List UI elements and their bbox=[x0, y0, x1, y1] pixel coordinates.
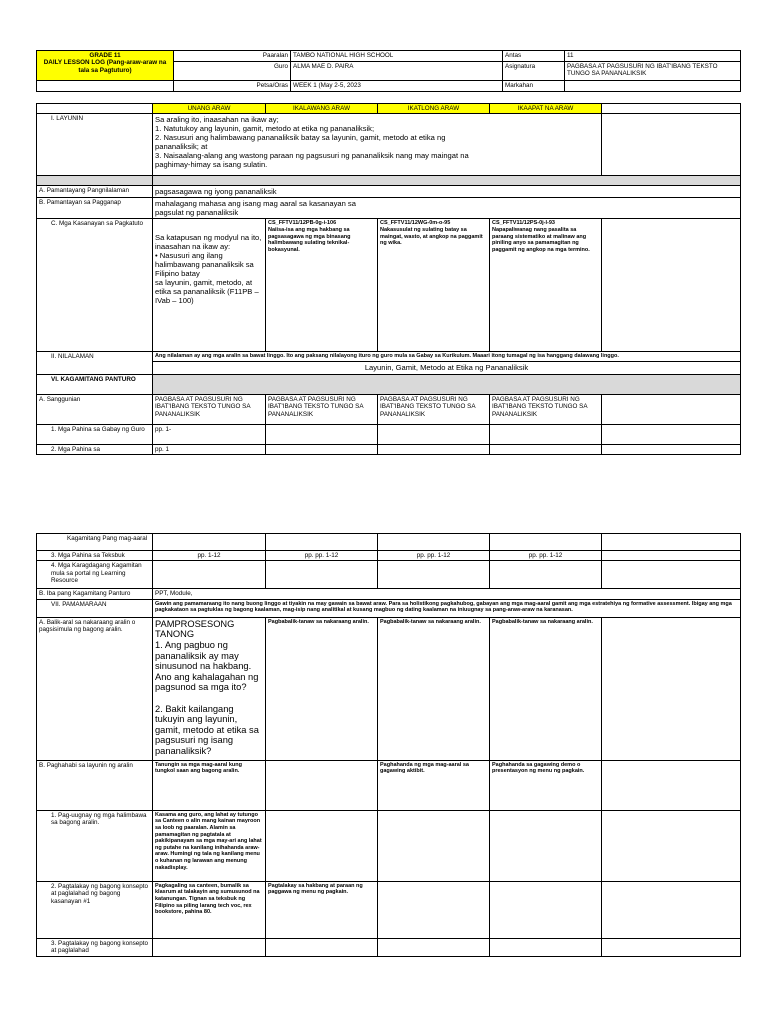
teksbuk-day-2: pp. pp. 1-12 bbox=[266, 551, 378, 561]
pagtalakay-2-day-2 bbox=[266, 938, 378, 956]
header-blank-cell bbox=[37, 80, 174, 91]
kagamitang-aaral-day-1: pp. 1 bbox=[153, 445, 266, 455]
pag-uugnay-day-3 bbox=[378, 810, 490, 881]
day-header-1: UNANG ARAW bbox=[153, 104, 266, 114]
day-header-3: IKATLONG ARAW bbox=[378, 104, 490, 114]
gray-spacer-bar bbox=[153, 176, 741, 186]
gabay-day-4 bbox=[490, 425, 602, 445]
teksbuk-label: 3. Mga Pahina sa Teksbuk bbox=[37, 551, 153, 561]
sanggunian-day-2: PAGBASA AT PAGSUSURI NG IBAT'IBANG TEKSTO TUNGO SA PANANALIKSIK bbox=[266, 395, 378, 425]
markahan-value bbox=[565, 80, 741, 91]
kasanayan-blank bbox=[602, 219, 741, 352]
gray-spacer-label bbox=[37, 176, 153, 186]
nilalaman-note: Ang nilalaman ay ang mga aralin sa bawat linggo. Ito ang paksang nilalayong ituro ng guro mula sa Gabay sa Kurikulum. Maaari itong tumagal ng isa hanggang dalawang linggo. bbox=[153, 352, 741, 362]
karagdagang-day-2 bbox=[266, 561, 378, 589]
gabay-label: 1. Mga Pahina sa Gabay ng Guro bbox=[37, 425, 153, 445]
lesson-table-page-1 bbox=[36, 103, 741, 455]
karagdagang-blank bbox=[602, 561, 741, 589]
sanggunian-blank bbox=[602, 395, 741, 425]
gabay-blank bbox=[602, 425, 741, 445]
layunin-label: I. LAYUNIN bbox=[37, 114, 153, 176]
markahan-label: Markahan bbox=[503, 80, 565, 91]
paghahabi-day-3: Paghahanda ng mga mag-aaral sa gagawing aktibit. bbox=[378, 760, 490, 810]
asignatura-label: Asignatura bbox=[503, 61, 565, 80]
balik-aral-day-4: Pagbabalik-tanaw sa nakaraang aralin. bbox=[490, 617, 602, 760]
kagamitang-aaral-day-2 bbox=[266, 445, 378, 455]
teksbuk-blank bbox=[602, 551, 741, 561]
pag-uugnay-day-4 bbox=[490, 810, 602, 881]
petsa-value: WEEK 1 (May 2-5, 2023 bbox=[291, 80, 503, 91]
p2-blank-1 bbox=[153, 534, 266, 551]
paghahabi-day-2 bbox=[266, 760, 378, 810]
pagganap-text: mahalagang mahasa ang isang mag aaral sa kasanayan sa pagsulat ng pananaliksik bbox=[153, 198, 378, 219]
pagtalakay-1-day-2: Pagtalakay sa hakbang at paraan ng paggawa ng menu ng pagkain. bbox=[266, 881, 378, 938]
karagdagang-day-3 bbox=[378, 561, 490, 589]
p2-blank-3 bbox=[378, 534, 490, 551]
karagdagang-day-4 bbox=[490, 561, 602, 589]
paghahabi-label: B. Paghahabi sa layunin ng aralin bbox=[37, 760, 153, 810]
pagganap-label: B. Pamantayan sa Pagganap bbox=[37, 198, 153, 219]
pag-uugnay-label: 1. Pag-uugnay ng mga halimbawa sa bagong aralin. bbox=[37, 810, 153, 881]
pagtalakay-1-day-1: Pagkagaling sa canteen, bumalik sa klasrum at talakayin ang sumusunod na katanungan. Tignan sa teksbuk ng Filipino sa piling larang tech voc, rex bookstore, pahina 80. bbox=[153, 881, 266, 938]
kasanayan-day-4-cell bbox=[490, 219, 602, 352]
paghahabi-day-1: Tanungin sa mga mag-aaral kung tungkol saan ang bagong aralin. bbox=[153, 760, 266, 810]
paaralan-value: TAMBO NATIONAL HIGH SCHOOL bbox=[291, 51, 503, 62]
kasanayan-day-2-cell bbox=[266, 219, 378, 352]
pag-uugnay-blank bbox=[602, 810, 741, 881]
kasanayan-label: C. Mga Kasanayan sa Pagkatuto bbox=[37, 219, 153, 352]
gabay-day-2 bbox=[266, 425, 378, 445]
pagtalakay-1-day-4 bbox=[490, 881, 602, 938]
balik-aral-day-2: Pagbabalik-tanaw sa nakaraang aralin. bbox=[266, 617, 378, 760]
balik-aral-blank bbox=[602, 617, 741, 760]
pag-uugnay-day-1: Kasama ang guro, ang lahat ay tutungo sa Canteen o alin mang kainan mayroon sa loob ng paaralan. Alamin sa pamamagitan ng pagtatala at pakikipanayam sa mga may-ari ang lahat ng putahe na kanilang inihahanda araw-araw. Humingi ng tala ng kanilang menu o kuhanan ng larawan ang menung nakadisplay. bbox=[153, 810, 266, 881]
paghahabi-day-4: Paghahanda sa gagawing demo o presentasyon ng menu ng pagkain. bbox=[490, 760, 602, 810]
p2-blank-5 bbox=[602, 534, 741, 551]
day-header-extra bbox=[602, 104, 741, 114]
kasanayan-day-1: Sa katapusan ng modyul na ito, inaasahan na ikaw ay: • Nasusuri ang ilang halimbawang pananaliksik sa Filipino batay sa layunin, gamit, metodo, at etika sa pananaliksik (F11PB – IVab – 100) bbox=[153, 219, 266, 352]
pag-uugnay-day-2 bbox=[266, 810, 378, 881]
sanggunian-day-1: PAGBASA AT PAGSUSURI NG IBAT'IBANG TEKSTO TUNGO SA PANANALIKSIK bbox=[153, 395, 266, 425]
gabay-day-1: pp. 1- bbox=[153, 425, 266, 445]
gabay-day-3 bbox=[378, 425, 490, 445]
kagamitan-label: VI. KAGAMITANG PANTURO bbox=[37, 375, 153, 395]
pagtalakay-1-day-3 bbox=[378, 881, 490, 938]
kasanayan-day-2-code: CS_FFTV11/12PB-0g-i-106 bbox=[268, 220, 337, 227]
kasanayan-day-3-code: CS_FFTV11/12WG-0m-o-95 bbox=[380, 220, 451, 227]
pamamaraan-note: Gawin ang pamamaraang ito nang buong linggo at tiyakin na may gawain sa bawat araw. Para sa holistikong pagkahubog, gabayan ang mga mag-aaral gamit ang mga estratehiya ng formative assessment. Ibigay ang mga pagkakataon sa pagtuklas ng bagong kaalaman, mag-isip nang analitikal at kusang magbuo ng dating kaalaman na iniuugnay sa pang-araw-araw na karanasan. bbox=[153, 599, 741, 617]
pagtalakay-2-day-1 bbox=[153, 938, 266, 956]
sanggunian-day-4: PAGBASA AT PAGSUSURI NG IBAT'IBANG TEKSTO TUNGO SA PANANALIKSIK bbox=[490, 395, 602, 425]
pamamaraan-label: VII. PAMAMARAAN bbox=[37, 599, 153, 617]
guro-label: Guro bbox=[174, 61, 291, 80]
pagtalakay-1-blank bbox=[602, 881, 741, 938]
pangnilalaman-text: pagsasagawa ng iyong pananaliksik bbox=[153, 186, 741, 198]
pagtalakay-2-day-4 bbox=[490, 938, 602, 956]
balik-aral-day-3: Pagbabalik-tanaw sa nakaraang aralin. bbox=[378, 617, 490, 760]
kagamitang-aaral-day-4 bbox=[490, 445, 602, 455]
pagtalakay-1-label: 2. Pagtalakay ng bagong konsepto at paglalahad ng bagong kasanayan #1 bbox=[37, 881, 153, 938]
antas-label: Antas bbox=[503, 51, 565, 62]
day-header-blank bbox=[37, 104, 153, 114]
layunin-blank-2 bbox=[602, 114, 741, 176]
nilalaman-topic: Layunin, Gamit, Metodo at Etika ng Pananaliksik bbox=[153, 362, 741, 375]
kagamitang-aaral-blank bbox=[602, 445, 741, 455]
grade-log-cell bbox=[37, 51, 174, 81]
sanggunian-day-3: PAGBASA AT PAGSUSURI NG IBAT'IBANG TEKSTO TUNGO SA PANANALIKSIK bbox=[378, 395, 490, 425]
balik-aral-label: A. Balik-aral sa nakaraang aralin o pagsisimula ng bagong aralin. bbox=[37, 617, 153, 760]
pagtalakay-2-blank bbox=[602, 938, 741, 956]
p2-blank-2 bbox=[266, 534, 378, 551]
layunin-blank-1 bbox=[490, 114, 602, 176]
day-header-2: IKALAWANG ARAW bbox=[266, 104, 378, 114]
petsa-label: Petsa/Oras bbox=[174, 80, 291, 91]
kagamitang-aaral-label-a: 2. Mga Pahina sa bbox=[37, 445, 153, 455]
teksbuk-day-1: pp. 1-12 bbox=[153, 551, 266, 561]
pangnilalaman-label: A. Pamantayang Pangnilalaman bbox=[37, 186, 153, 198]
karagdagang-day-1 bbox=[153, 561, 266, 589]
teksbuk-day-4: pp. pp. 1-12 bbox=[490, 551, 602, 561]
karagdagang-label: 4. Mga Karagdagang Kagamitan mula sa portal ng Learning Resource bbox=[37, 561, 153, 589]
layunin-text: Sa araling ito, inaasahan na ikaw ay; 1. Natutukoy ang layunin, gamit, metodo at etika ng pananaliksik; 2. Nasusuri ang halimbawang pananaliksik batay sa layunin, gamit, metodo at etika ng pananaliksik; at 3. Naisaalang-alang ang wastong paraan ng pagsusuri ng pananaliksik nang may maingat na paghimay-himay sa isang sulatin. bbox=[153, 114, 490, 176]
day-header-4: IKAAPAT NA ARAW bbox=[490, 104, 602, 114]
header-table bbox=[36, 50, 741, 92]
nilalaman-label: II. NILALAMAN bbox=[37, 352, 153, 375]
kasanayan-day-3-cell bbox=[378, 219, 490, 352]
pagtalakay-2-label: 3. Pagtalakay ng bagong konsepto at paglalahad bbox=[37, 938, 153, 956]
kasanayan-day-4-code: CS_FFTV11/12PS-0j-l-93 bbox=[492, 220, 555, 227]
grade-label: GRADE 11 bbox=[89, 52, 121, 59]
paghahabi-blank bbox=[602, 760, 741, 810]
pagganap-blank bbox=[378, 198, 741, 219]
kagamitang-aaral-day-3 bbox=[378, 445, 490, 455]
iba-pa-label: B. Iba pang Kagamitang Panturo bbox=[37, 589, 153, 599]
teksbuk-day-3: pp. pp. 1-12 bbox=[378, 551, 490, 561]
guro-value: ALMA MAE D. PAIRA bbox=[291, 61, 503, 80]
log-title: DAILY LESSON LOG (Pang-araw-araw na tala sa Pagtuturo) bbox=[43, 59, 167, 74]
balik-aral-day-1: PAMPROSESONG TANONG 1. Ang pagbuo ng pananaliksik ay may sinusunod na hakbang. Ano ang kahalagahan ng pagsunod sa mga ito? 2. Bakit kailangang tukuyin ang layunin, gamit, metodo at etika sa pagsusuri ng isang pananaliksik? bbox=[153, 617, 266, 760]
p2-blank-4 bbox=[490, 534, 602, 551]
kagamitan-gray-bar bbox=[153, 375, 741, 395]
kasanayan-day-2: Naiisa-isa ang mga hakbang sa pagsasagawa ng mga binasang halimbawang sulating teknikal-bokasyunal. bbox=[268, 227, 351, 253]
kasanayan-day-3: Nakasusulat ng sulating batay sa maingat, wasto, at angkop na paggamit ng wika. bbox=[380, 227, 483, 247]
kasanayan-day-4: Napapaliwanag nang pasalita sa paraang sistematiko at malinaw ang piniling anyo sa pamamagitan ng paggamit ng angkop na mga termino. bbox=[492, 227, 590, 253]
antas-value: 11 bbox=[565, 51, 741, 62]
iba-pa-text: PPT, Module, bbox=[153, 589, 741, 599]
pagtalakay-2-day-3 bbox=[378, 938, 490, 956]
kagamitang-aaral-label-b: Kagamitang Pang mag-aaral bbox=[37, 534, 153, 551]
sanggunian-label: A. Sanggunian bbox=[37, 395, 153, 425]
lesson-table-page-2 bbox=[36, 533, 741, 957]
paaralan-label: Paaralan bbox=[174, 51, 291, 62]
asignatura-value: PAGBASA AT PAGSUSURI NG IBAT'IBANG TEKSTO TUNGO SA PANANALIKSIK bbox=[565, 61, 741, 80]
